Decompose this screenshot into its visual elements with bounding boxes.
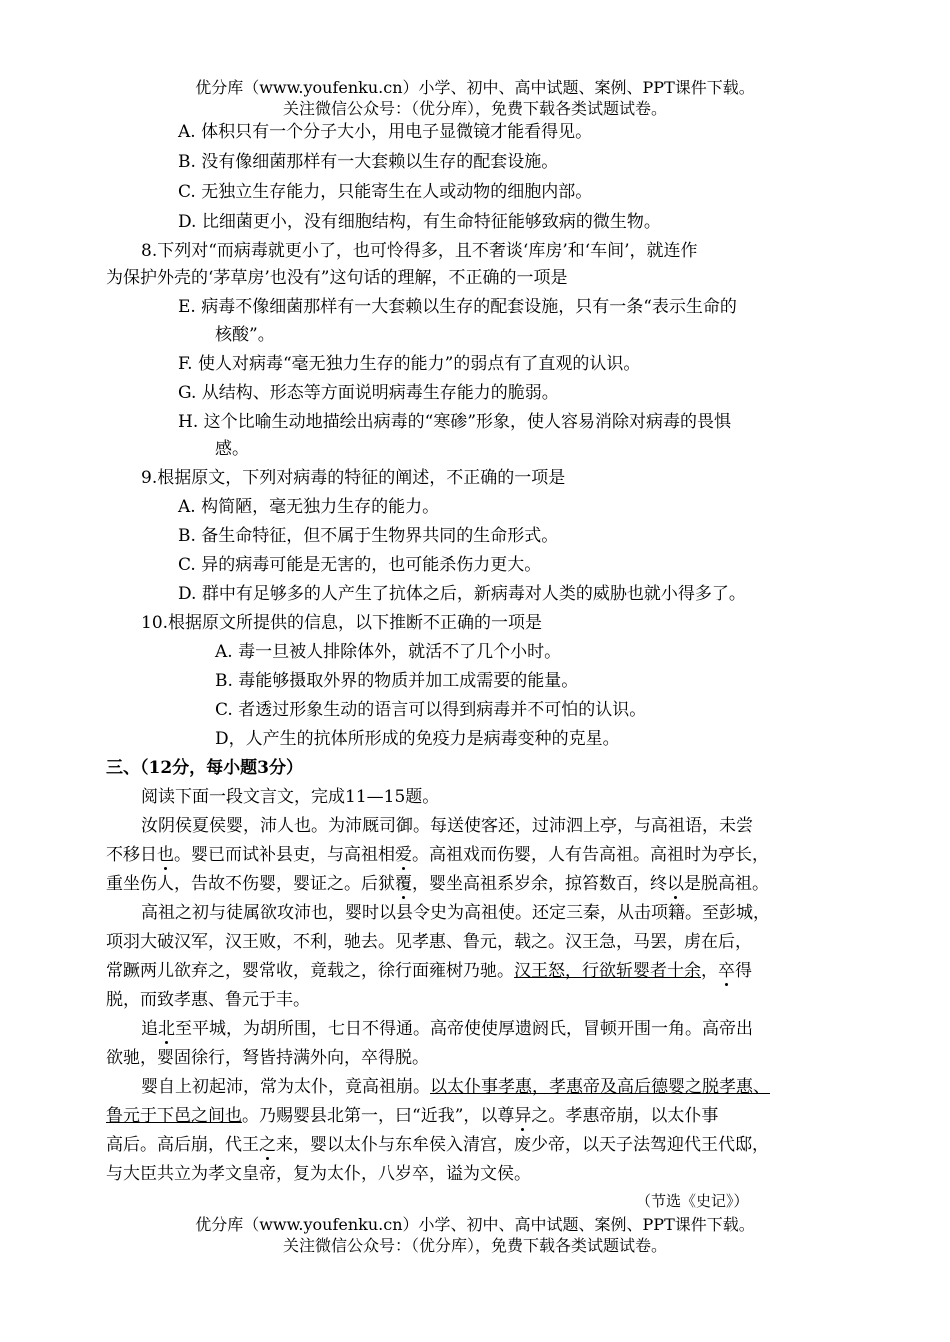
passage-p4-line-2 bbox=[106, 1104, 718, 1128]
q10-option-a: A. 毒一旦被人排除体外，就活不了几个小时。 bbox=[215, 642, 562, 662]
q7-option-c: C. 无独立生存能力，只能寄生在人或动物的细胞内部。 bbox=[178, 182, 593, 202]
passage-p2-line-4: 脱，而致孝惠、鲁元于丰。 bbox=[106, 990, 310, 1010]
dotted-word: 卒 bbox=[718, 961, 735, 981]
text-run: ， bbox=[701, 961, 718, 981]
q8-option-g: G. 从结构、形态等方面说明病毒生存能力的脆弱。 bbox=[178, 383, 559, 403]
text-run: 来，婴以太仆与东牟侯入清宫，废少帝，以天子法驾迎代王代邸， bbox=[276, 1135, 769, 1155]
dotted-word: 北 bbox=[158, 1019, 175, 1039]
dotted-word: 以 bbox=[667, 874, 684, 894]
passage-p4-line-4: 与大臣共立为孝文皇帝，复为太仆，八岁卒，谥为文侯。 bbox=[106, 1164, 531, 1184]
q8-stem-line-2: 为保护外壳的‘茅草房’也没有”这句话的理解，不正确的一项是 bbox=[106, 268, 568, 288]
passage-p1-line-2 bbox=[106, 843, 769, 867]
q7-option-d: D. 比细菌更小，没有细胞结构，有生命特征能够致病的微生物。 bbox=[178, 212, 661, 232]
text-run: 。婴已而试补县吏，与高祖相 bbox=[174, 845, 395, 865]
passage-p3-line-1 bbox=[141, 1017, 753, 1041]
text-run: 之。孝惠帝崩，以太仆事 bbox=[531, 1106, 719, 1126]
passage-p2-line-2: 项羽大破汉军，汉王败，不利，驰去。见孝惠、鲁元，载之。汉王急，马罢，虏在后， bbox=[106, 932, 752, 952]
text-run: 不移日 bbox=[106, 845, 157, 865]
text-run: 得 bbox=[735, 961, 752, 981]
q9-option-d: D. 群中有足够多的人产生了抗体之后，新病毒对人类的威胁也就小得多了。 bbox=[178, 584, 746, 604]
q7-option-b: B. 没有像细菌那样有一大套赖以生存的配套设施。 bbox=[178, 152, 559, 172]
q10-option-d: D，人产生的抗体所形成的免疫力是病毒变种的克星。 bbox=[215, 729, 620, 749]
section-3-intro: 阅读下面一段文言文，完成11—15题。 bbox=[141, 787, 440, 807]
text-run: 重坐伤人，告故不伤婴，婴证之。后狱 bbox=[106, 874, 395, 894]
q10-stem: 10.根据原文所提供的信息，以下推断不正确的一项是 bbox=[141, 613, 543, 633]
q9-option-b: B. 备生命特征，但不属于生物界共同的生命形式。 bbox=[178, 526, 559, 546]
q10-option-b: B. 毒能够摄取外界的物质并加工成需要的能量。 bbox=[215, 671, 579, 691]
text-run: 常蹶两儿欲弃之，婴常收，竟载之，徐行面雍树乃驰。 bbox=[106, 961, 514, 981]
text-run: 。高祖戏而伤婴，人有告高祖。高祖时为亭长， bbox=[412, 845, 769, 865]
text-run: 是脱高祖。 bbox=[684, 874, 769, 894]
text-run: 。乃赐婴县北第一，曰“近我”，以尊 bbox=[242, 1106, 515, 1126]
text-run: 追 bbox=[141, 1019, 158, 1039]
passage-p4-line-3 bbox=[106, 1133, 769, 1157]
q9-option-c: C. 异的病毒可能是无害的，也可能杀伤力更大。 bbox=[178, 555, 542, 575]
section-3-title: 三、（12分，每小题3分） bbox=[106, 758, 303, 778]
q8-option-h: H. 这个比喻生动地描绘出病毒的“寒碜”形象，使人容易消除对病毒的畏惧 bbox=[178, 412, 732, 432]
footer-line-2: 关注微信公众号：（优分库），免费下载各类试题试卷。 bbox=[282, 1236, 667, 1255]
passage-p2-line-3 bbox=[106, 959, 752, 983]
dotted-word: 异 bbox=[514, 1106, 532, 1126]
q10-option-c: C. 者透过形象生动的语言可以得到病毒并不可怕的认识。 bbox=[215, 700, 647, 720]
text-run: 婴自上初起沛，常为太仆，竟高祖崩。 bbox=[141, 1077, 430, 1097]
q8-stem-line-1: 8.下列对“而病毒就更小了，也可怜得多，且不奢谈‘库房’和‘车间’，就连作 bbox=[141, 241, 698, 261]
passage-p3-line-2: 欲驰，婴固徐行，弩皆持满外向，卒得脱。 bbox=[106, 1048, 429, 1068]
q9-option-a: A. 构简陋，毫无独力生存的能力。 bbox=[178, 497, 440, 517]
q9-stem: 9.根据原文，下列对病毒的特征的阐述，不正确的一项是 bbox=[141, 468, 566, 488]
q8-option-f: F. 使人对病毒“毫无独力生存的能力”的弱点有了直观的认识。 bbox=[178, 354, 641, 374]
q7-option-a: A. 体积只有一个分子大小，用电子显微镜才能看得见。 bbox=[178, 122, 593, 142]
text-run: 高后。高后崩，代王 bbox=[106, 1135, 259, 1155]
dotted-word: 覆 bbox=[395, 874, 412, 894]
text-run: 至平城，为胡所围，七日不得通。高帝使使厚遗阏氏，冒顿开围一角。高帝出 bbox=[175, 1019, 753, 1039]
q8-option-e-cont: 核酸”。 bbox=[215, 325, 275, 345]
q8-option-e: E. 病毒不像细菌那样有一大套赖以生存的配套设施，只有一条“表示生命的 bbox=[178, 297, 737, 317]
passage-p4-line-1 bbox=[141, 1075, 770, 1099]
dotted-word: 也 bbox=[157, 845, 174, 865]
passage-p1-line-3 bbox=[106, 872, 769, 896]
header-line-2: 关注微信公众号：（优分库），免费下载各类试题试卷。 bbox=[282, 99, 667, 118]
underlined-sentence: 鲁元于下邑之间也 bbox=[106, 1106, 242, 1126]
underlined-sentence: 汉王怒，行欲斩婴者十余 bbox=[514, 961, 701, 981]
footer-line-1: 优分库（www.youfenku.cn）小学、初中、高中试题、案例、PPT课件下载。 bbox=[195, 1215, 755, 1234]
text-run: ，婴坐高祖系岁余，掠笞数百，终 bbox=[412, 874, 667, 894]
q8-option-h-cont: 感。 bbox=[215, 439, 249, 459]
passage-p2-line-1: 高祖之初与徒属欲攻沛也，婴时以县令史为高祖使。还定三秦，从击项籍。至彭城， bbox=[141, 903, 770, 923]
header-line-1: 优分库（www.youfenku.cn）小学、初中、高中试题、案例、PPT课件下载。 bbox=[195, 78, 755, 97]
dotted-word: 爱 bbox=[395, 845, 412, 865]
passage-source: （节选《史记》） bbox=[636, 1192, 749, 1210]
underlined-sentence: 以太仆事孝惠，孝惠帝及高后德婴之脱孝惠、 bbox=[430, 1077, 770, 1097]
passage-p1-line-1: 汝阴侯夏侯婴，沛人也。为沛厩司御。每送使客还，过沛泗上亭，与高祖语，未尝 bbox=[141, 816, 753, 836]
dotted-word: 之 bbox=[259, 1135, 276, 1155]
